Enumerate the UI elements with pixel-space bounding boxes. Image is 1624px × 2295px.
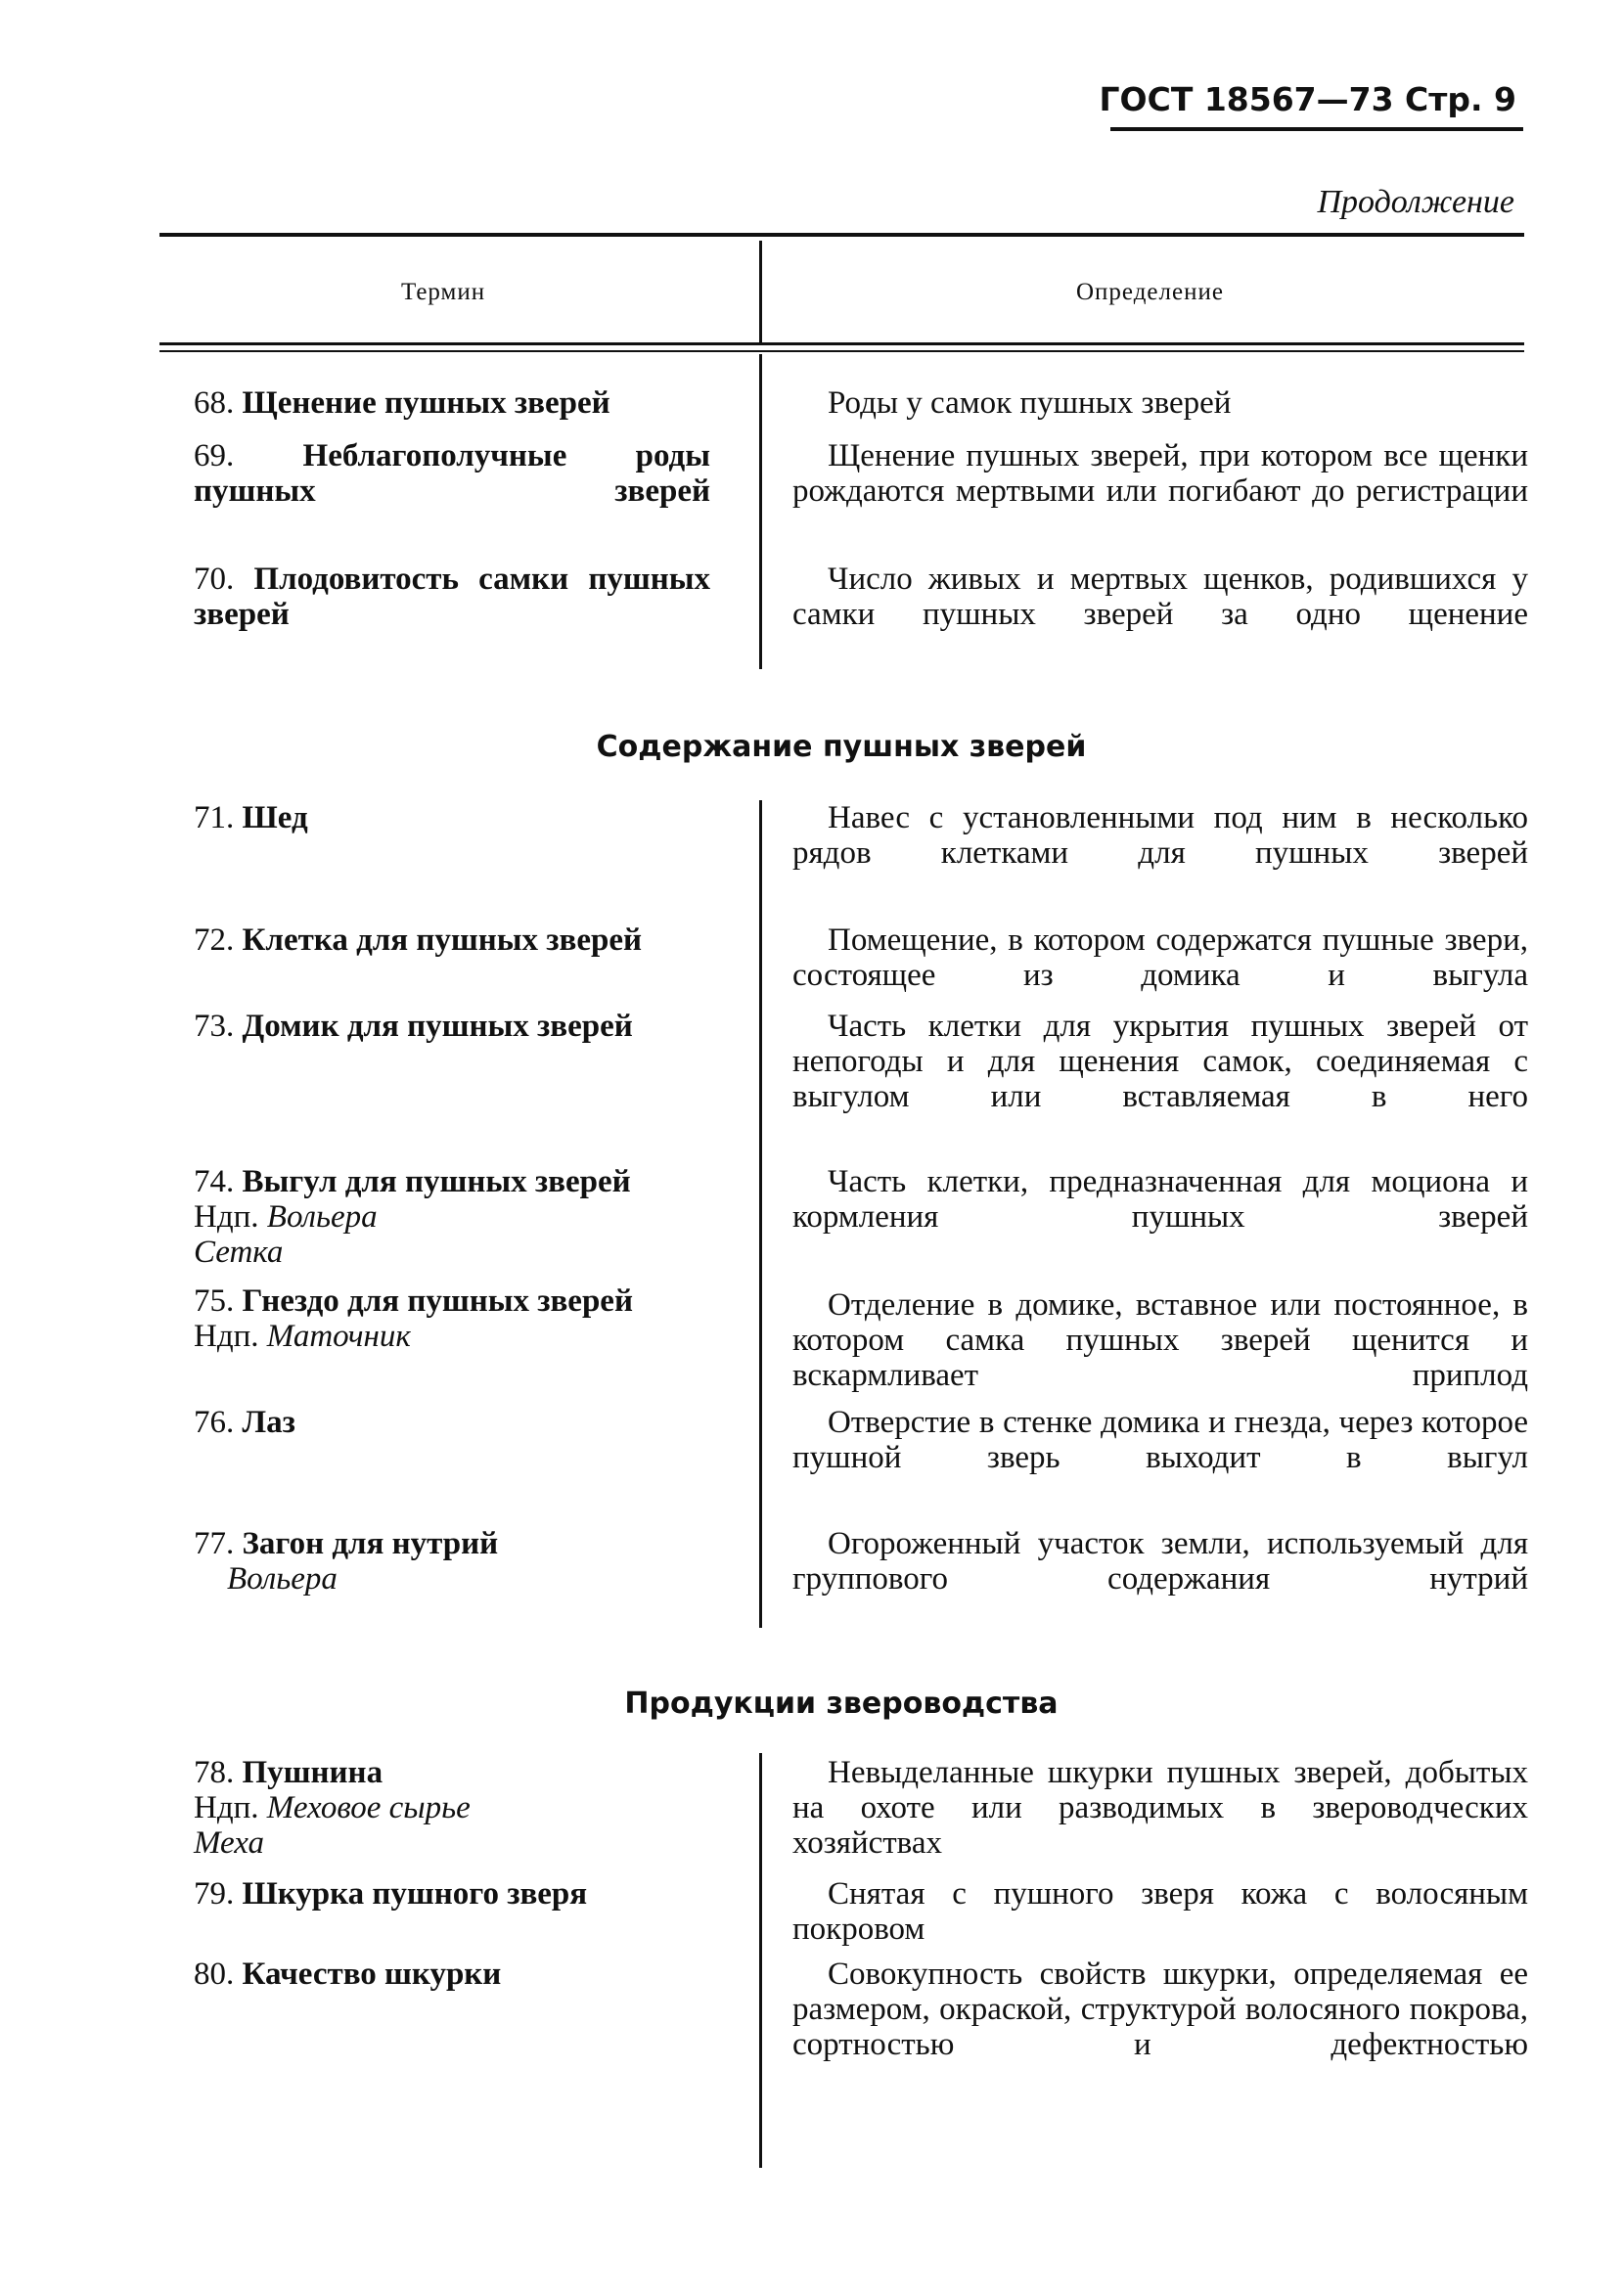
definition-78: Невыделанные шкурки пушных зверей, добытых на охоте или разводимых в звероводческих хозяйствах <box>792 1755 1528 1861</box>
term-76: 76. Лаз <box>194 1405 295 1440</box>
term-75: 75. Гнездо для пушных зверей Ндп. Маточник <box>194 1283 633 1354</box>
definition-76: Отверстие в стенке домика и гнезда, через которое пушной зверь выходит в выгул <box>792 1405 1528 1475</box>
term-72: 72. Клетка для пушных зверей <box>194 922 643 958</box>
definition-79: Снятая с пушного зверя кожа с волосяным покровом <box>792 1876 1528 1947</box>
term-68: 68. Щенение пушных зверей <box>194 385 610 421</box>
definition-73: Часть клетки для укрытия пушных зверей от непогоды и для щенения самок, соединяемая с выгулом или вставляемая в него <box>792 1009 1528 1114</box>
definition-74: Часть клетки, предназначенная для моциона и кормления пушных зверей <box>792 1164 1528 1235</box>
term-79: 79. Шкурка пушного зверя <box>194 1876 588 1912</box>
term-69: 69. Неблагополучные роды пушных зверей <box>194 438 710 509</box>
definition-77: Огороженный участок земли, используемый для группового содержания нутрий <box>792 1526 1528 1597</box>
column-divider-b <box>759 800 762 1628</box>
section-heading-keeping: Содержание пушных зверей <box>596 730 1087 764</box>
term-73: 73. Домик для пушных зверей <box>194 1009 633 1044</box>
page-header: ГОСТ 18567—73 Стр. 9 <box>1099 80 1516 118</box>
definition-72: Помещение, в котором содержатся пушные звери, состоящее из домика и выгула <box>792 922 1528 993</box>
definition-75: Отделение в домике, вставное или постоянное, в котором самка пушных зверей щенится и вскармливает приплод <box>792 1287 1528 1393</box>
term-78: 78. Пушнина Ндп. Меховое сырье Меха <box>194 1755 471 1861</box>
term-77: 77. Загон для нутрий Вольера <box>194 1526 499 1597</box>
term-74: 74. Выгул для пушных зверей Ндп. Вольера Сетка <box>194 1164 631 1270</box>
term-71: 71. Шед <box>194 800 308 835</box>
continuation-label: Продолжение <box>1317 184 1514 220</box>
header-rule-1 <box>159 342 1524 345</box>
term-80: 80. Качество шкурки <box>194 1957 502 1992</box>
header-rule-2 <box>159 350 1524 352</box>
table-top-rule <box>159 233 1524 237</box>
column-header-definition: Определение <box>1076 279 1224 305</box>
column-header-term: Термин <box>401 279 486 305</box>
definition-69: Щенение пушных зверей, при котором все щенки рождаются мертвыми или погибают до регистрации <box>792 438 1528 509</box>
header-divider <box>759 241 762 342</box>
column-divider-a <box>759 354 762 669</box>
definition-80: Совокупность свойств шкурки, определяемая ее размером, окраской, структурой волосяного покрова, сортностью и дефектностью <box>792 1957 1528 2062</box>
header-rule <box>1110 127 1523 131</box>
definition-70: Число живых и мертвых щенков, родившихся у самки пушных зверей за одно щенение <box>792 562 1528 632</box>
definition-71: Навес с установленными под ним в несколько рядов клетками для пушных зверей <box>792 800 1528 871</box>
definition-68: Роды у самок пушных зверей <box>828 385 1232 421</box>
column-divider-c <box>759 1753 762 2168</box>
section-heading-products: Продукции звероводства <box>624 1687 1059 1721</box>
term-70: 70. Плодовитость самки пушных зверей <box>194 562 710 632</box>
